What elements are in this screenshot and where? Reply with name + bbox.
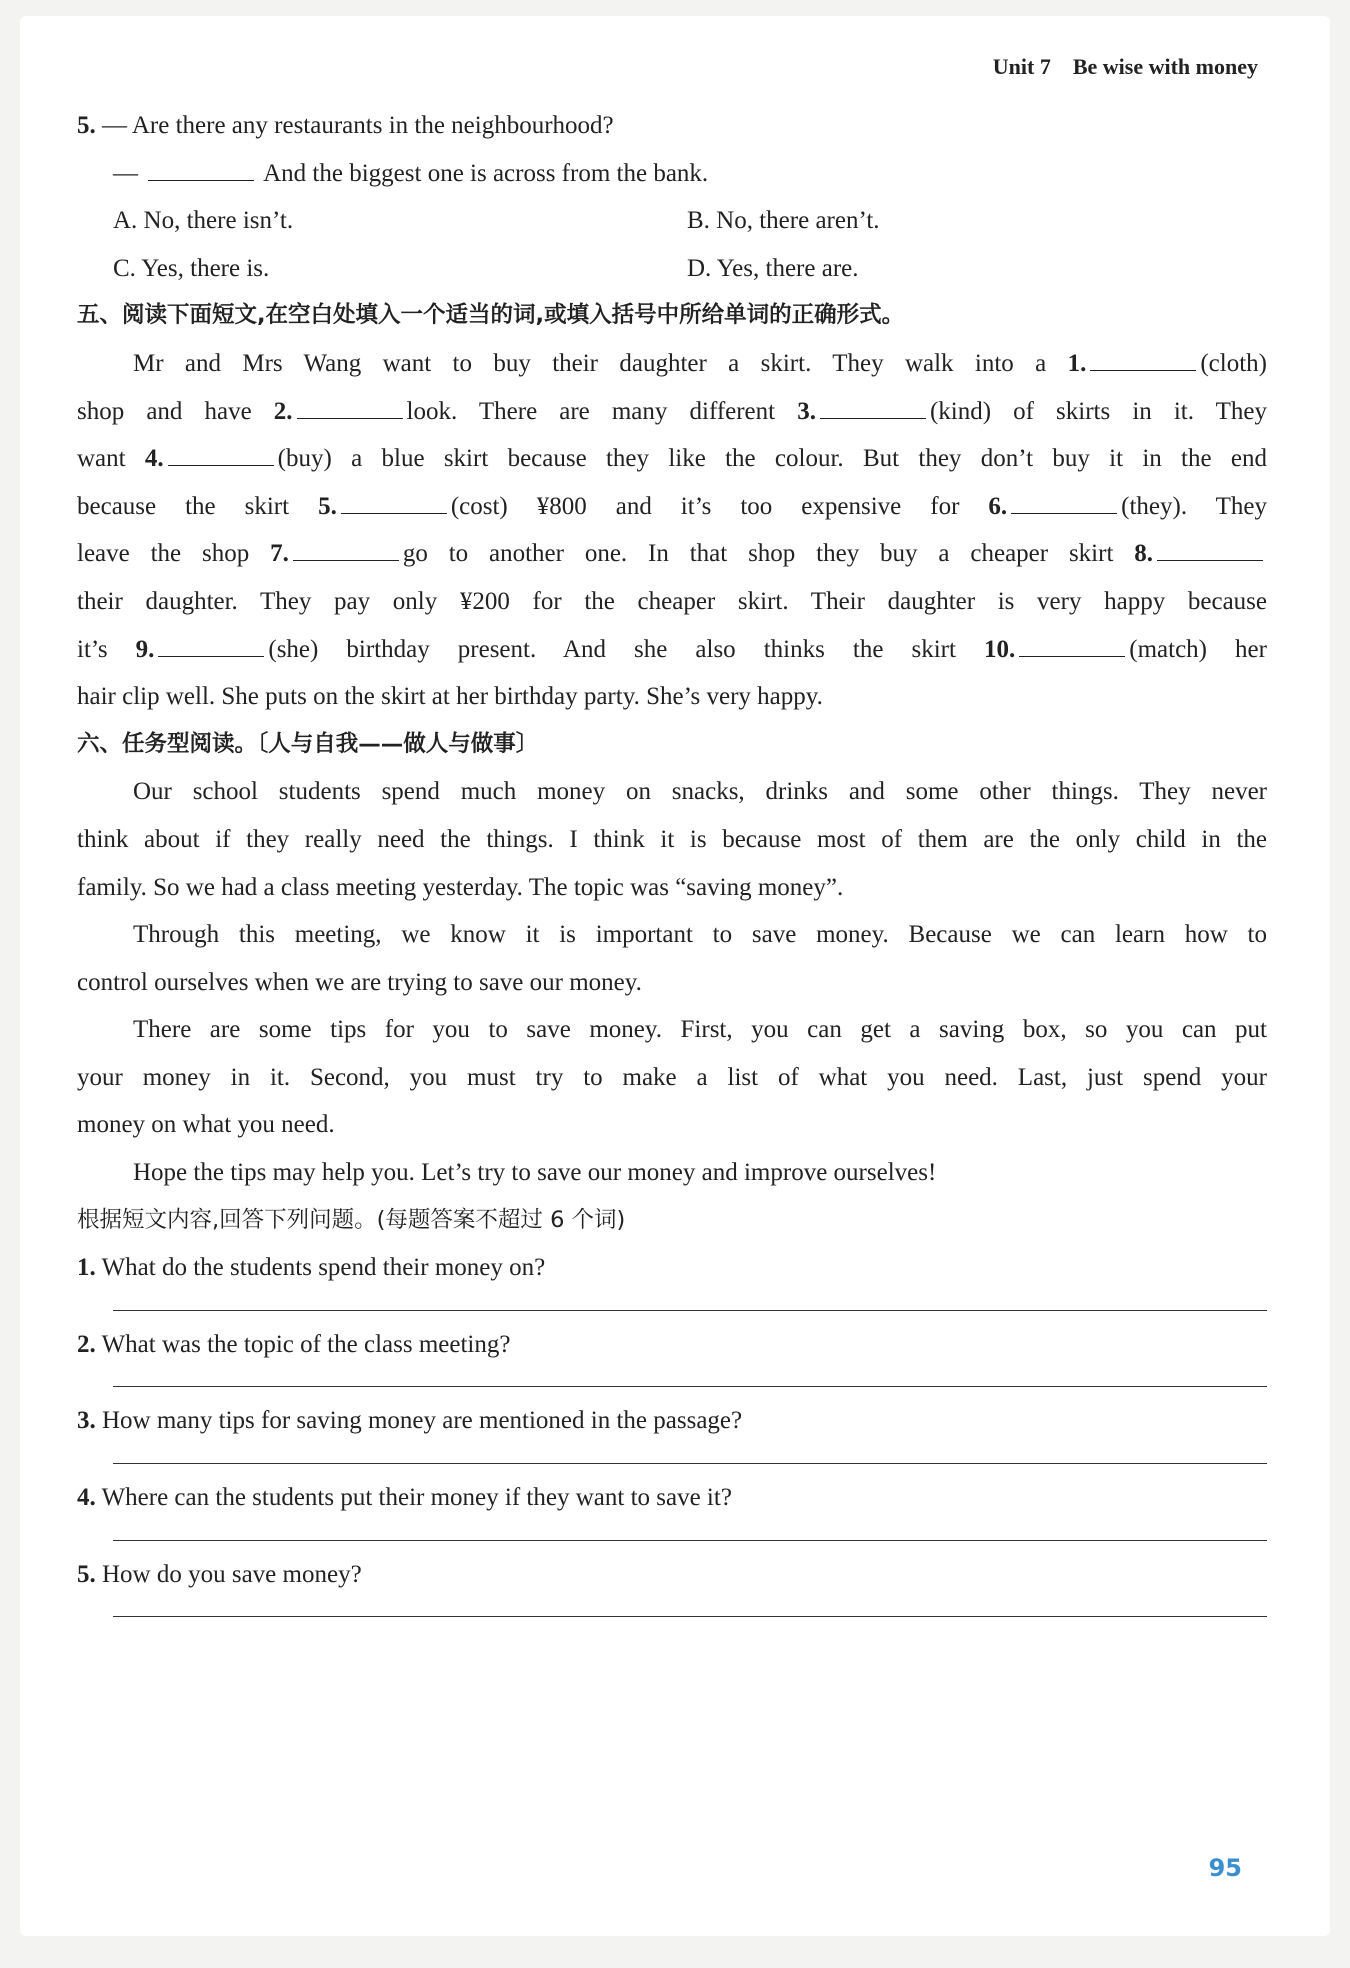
options-row-2 [77,245,1267,293]
worksheet-page [20,16,1330,1936]
passage-line: Hope the tips may help you. Let’s try to save our money and improve ourselves! [133,1159,937,1187]
answer-blank[interactable] [148,158,254,181]
cloze-line: shop and have 2. look. There are many different 3. (kind) of skirts in it. They [77,397,1267,425]
option-d[interactable]: D. Yes, there are. [687,254,859,282]
answer-line-5[interactable] [113,1598,1267,1617]
cloze-line: want 4. (buy) a blue skirt because they like the colour. But they don’t buy it in the end [77,445,1267,473]
question-5-reply: — And the biggest one is across from the bank. [113,159,709,187]
passage-line: think about if they really need the things. I think it is because most of them are the only child in the [77,825,1267,853]
page-number: 95 [1208,1854,1242,1882]
cloze-line: it’s 9. (she) birthday present. And she also thinks the skirt 10. (match) her [77,635,1267,663]
cloze-line: because the skirt 5. (cost) ¥800 and it’s too expensive for 6. (they). They [77,492,1268,520]
cloze-blank-9[interactable] [158,634,264,657]
passage-line: family. So we had a class meeting yesterday. The topic was “saving money”. [77,873,844,901]
option-b[interactable]: B. No, there aren’t. [687,207,880,235]
option-c[interactable]: C. Yes, there is. [113,254,270,282]
section-6-title: 六、任务型阅读。〔人与自我——做人与做事〕 [77,730,539,757]
option-a[interactable]: A. No, there isn’t. [113,207,294,235]
question-5: 5. How do you save money? [77,1560,362,1588]
passage-line: your money in it. Second, you must try to make a list of what you need. Last, just spend your [77,1063,1267,1091]
page-content [77,102,1267,1627]
passage-line: money on what you need. [77,1111,335,1139]
cloze-blank-2[interactable] [297,396,403,419]
question-2: 2. What was the topic of the class meeting? [77,1330,511,1358]
question-4: 4. Where can the students put their money if they want to save it? [77,1484,732,1512]
cloze-blank-10[interactable] [1019,634,1125,657]
cloze-line: leave the shop 7. go to another one. In that shop they buy a cheaper skirt 8. [77,530,1267,578]
answer-line-4[interactable] [113,1522,1267,1541]
unit-label: Unit 7 [992,54,1051,79]
options-row-1 [77,197,1267,245]
answer-instruction: 根据短文内容,回答下列问题。(每题答案不超过 6 个词) [77,1206,626,1233]
answer-line-1[interactable] [113,1292,1267,1311]
cloze-blank-8[interactable] [1157,538,1263,561]
cloze-blank-5[interactable] [341,491,447,514]
question-3: 3. How many tips for saving money are mentioned in the passage? [77,1407,743,1435]
cloze-blank-1[interactable] [1090,348,1196,371]
cloze-blank-6[interactable] [1011,491,1117,514]
cloze-blank-4[interactable] [168,443,274,466]
cloze-blank-3[interactable] [820,396,926,419]
question-5-prompt: 5. — Are there any restaurants in the neighbourhood? [77,112,614,139]
running-header [993,54,1258,80]
unit-title: Be wise with money [1072,54,1258,79]
cloze-line: their daughter. They pay only ¥200 for the cheaper skirt. Their daughter is very happy because [77,587,1267,615]
passage-line: Through this meeting, we know it is important to save money. Because we can learn how to [133,921,1267,949]
answer-line-2[interactable] [113,1368,1267,1387]
cloze-line: hair clip well. She puts on the skirt at her birthday party. She’s very happy. [77,683,823,711]
passage-line: Our school students spend much money on snacks, drinks and some other things. They never [133,778,1267,806]
cloze-line: Mr and Mrs Wang want to buy their daughter a skirt. They walk into a 1. (cloth) [133,349,1267,377]
answer-line-3[interactable] [113,1445,1267,1464]
passage-line: There are some tips for you to save money. First, you can get a saving box, so you can put [133,1016,1267,1044]
cloze-blank-7[interactable] [293,538,399,561]
passage-line: control ourselves when we are trying to save our money. [77,968,642,996]
question-1: 1. What do the students spend their money on? [77,1254,546,1282]
section-5-title: 五、阅读下面短文,在空白处填入一个适当的词,或填入括号中所给单词的正确形式。 [77,302,905,329]
